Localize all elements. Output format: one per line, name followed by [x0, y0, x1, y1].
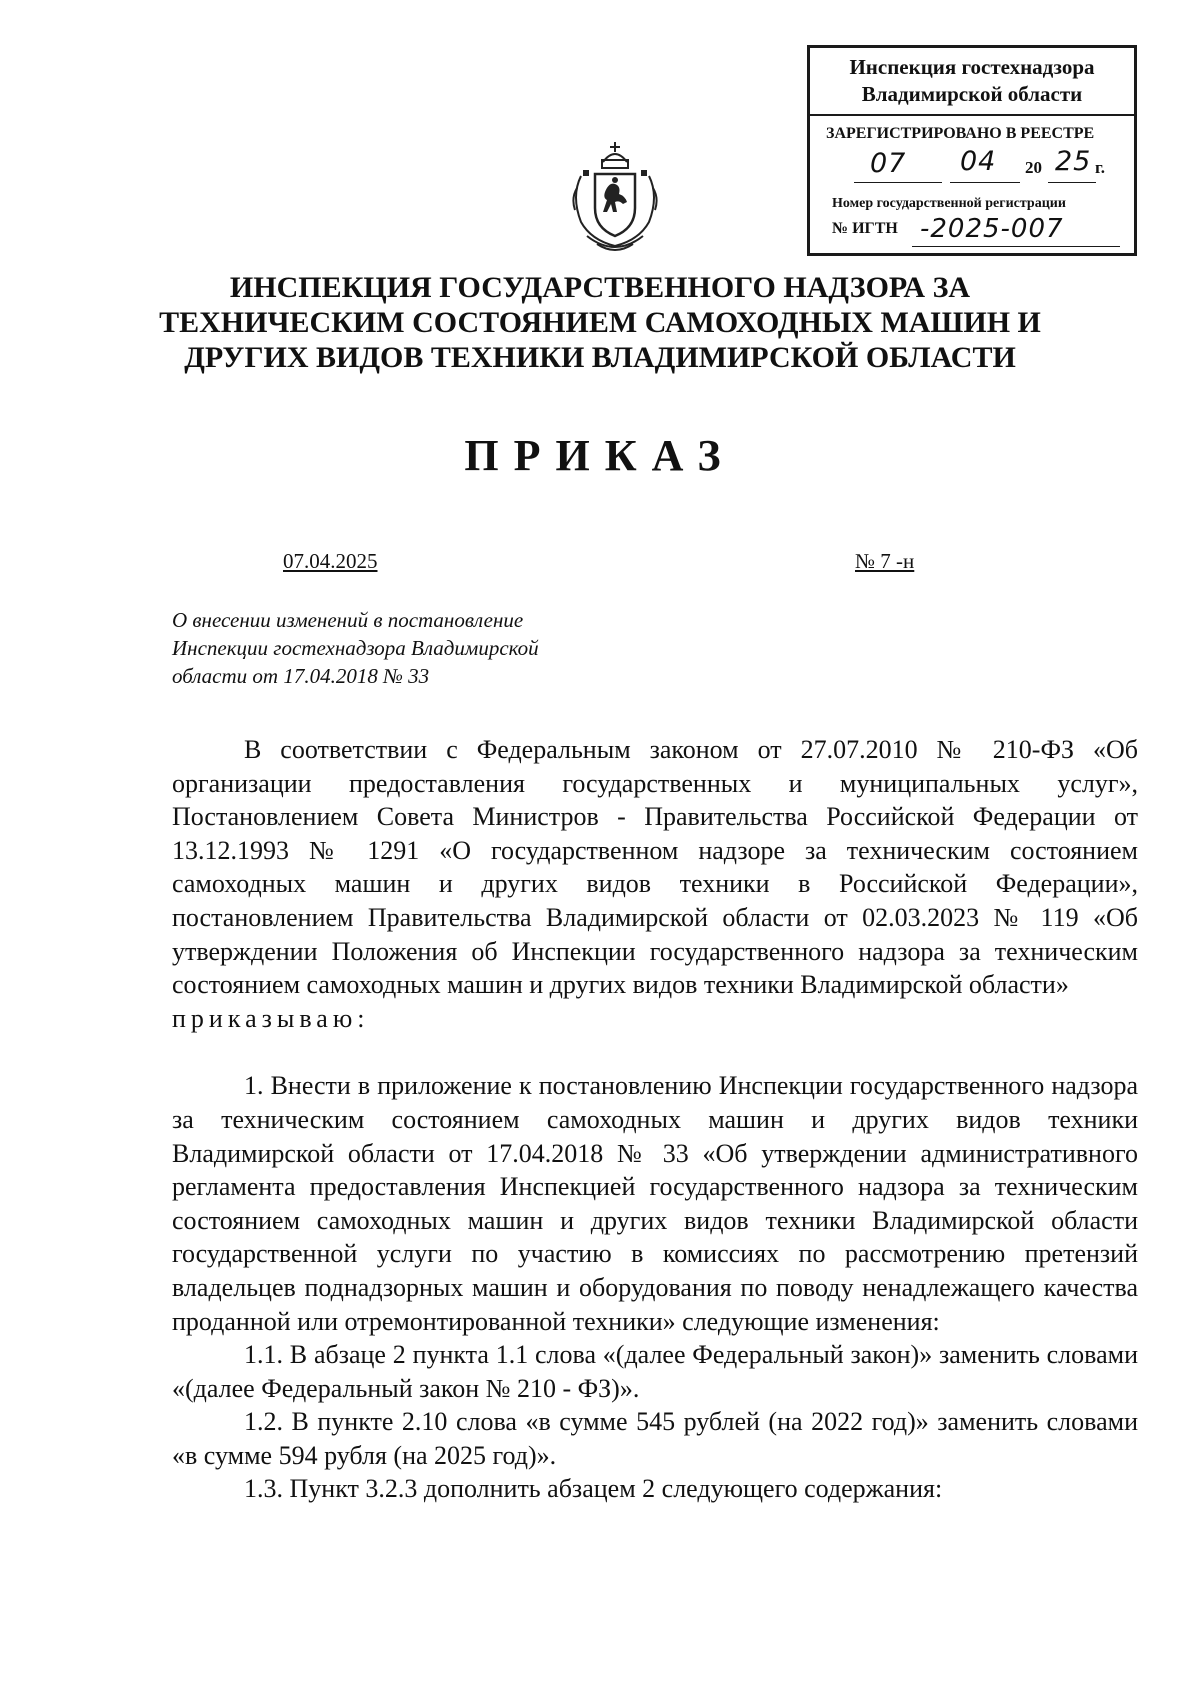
preamble-paragraph: В соответствии с Федеральным законом от 27.07.2010 № 210-ФЗ «Об организации предоставления государственных и муниципальных услуг», Постановлением Совета Министров - Правительства Российской Федерации от 13.12.1993 № 1291 «О государственном надзоре за техническим состоянием самоходных машин и других видов техники в Российской Федерации», постановлением Правительства Владимирской области от 02.03.2023 № 119 «Об утверждении Положения об Инспекции государственного надзора за техническим состоянием самоходных машин и других видов техники Владимирской области»: [172, 735, 1138, 1000]
org-line: ТЕХНИЧЕСКИМ СОСТОЯНИЕМ САМОХОДНЫХ МАШИН И: [159, 306, 1041, 339]
stamp-year-unit: г.: [1095, 158, 1106, 177]
paragraph-gap: [172, 1035, 1138, 1069]
item-paragraph: 1.2. В пункте 2.10 слова «в сумме 545 рублей (на 2022 год)» заменить словами «в сумме 594 рубля (на 2025 год)».: [172, 1407, 1138, 1470]
order-subject: [172, 606, 642, 690]
stamp-org-line1: Инспекция гостехнадзора: [849, 55, 1095, 79]
stamp-org-line2: Владимирской области: [861, 82, 1083, 106]
order-date: 07.04.2025: [283, 549, 378, 573]
registration-stamp: [807, 45, 1137, 256]
stamp-month: 04: [960, 146, 997, 177]
stamp-year-line: [1048, 182, 1096, 183]
subject-line: Инспекции гостехнадзора Владимирской: [172, 636, 539, 660]
order-word: приказываю:: [172, 1003, 370, 1033]
subject-line: О внесении изменений в постановление: [172, 608, 524, 632]
stamp-month-line: [950, 182, 1020, 183]
document-title: ПРИКАЗ: [464, 431, 736, 480]
item-paragraph: 1.1. В абзаце 2 пункта 1.1 слова «(далее Федеральный закон)» заменить словами «(далее Федеральный закон № 210 - ФЗ)».: [172, 1340, 1138, 1403]
org-line: ИНСПЕКЦИЯ ГОСУДАРСТВЕННОГО НАДЗОРА ЗА: [229, 271, 971, 304]
stamp-registered-label: ЗАРЕГИСТРИРОВАНО В РЕЕСТРЕ: [826, 125, 1095, 142]
stamp-header: [810, 48, 1134, 116]
stamp-year: 25: [1055, 146, 1092, 177]
organization-name: [150, 270, 1050, 375]
stamp-year-prefix: 20: [1025, 158, 1042, 177]
stamp-number-value: -2025-007: [920, 214, 1064, 244]
stamp-number-line: [912, 246, 1120, 247]
stamp-date: [850, 146, 1130, 182]
subject-line: области от 17.04.2018 № 33: [172, 664, 430, 688]
stamp-day: 07: [870, 148, 907, 179]
stamp-number-label: Номер государственной регистрации: [832, 196, 1066, 211]
order-body: [172, 733, 1138, 1506]
org-line: ДРУГИХ ВИДОВ ТЕХНИКИ ВЛАДИМИРСКОЙ ОБЛАСТИ: [184, 341, 1016, 374]
item-paragraph: 1.3. Пункт 3.2.3 дополнить абзацем 2 следующего содержания:: [244, 1474, 943, 1504]
stamp-number-prefix: № ИГТН: [832, 220, 898, 237]
vladimir-coat-of-arms-icon: [567, 140, 663, 258]
stamp-day-line: [854, 182, 942, 183]
item-paragraph: 1. Внести в приложение к постановлению Инспекции государственного надзора за техническим состоянием самоходных машин и других видов техники Владимирской области от 17.04.2018 № 33 «Об утверждении административного регламента предоставления Инспекцией государственного надзора за техническим состоянием самоходных машин и других видов техники Владимирской области государственной услуги по участию в комиссиях по рассмотрению претензий владельцев поднадзорных машин и оборудования по поводу ненадлежащего качества проданной или отремонтированной техники» следующие изменения:: [172, 1071, 1138, 1336]
order-number: № 7 -н: [855, 549, 915, 573]
